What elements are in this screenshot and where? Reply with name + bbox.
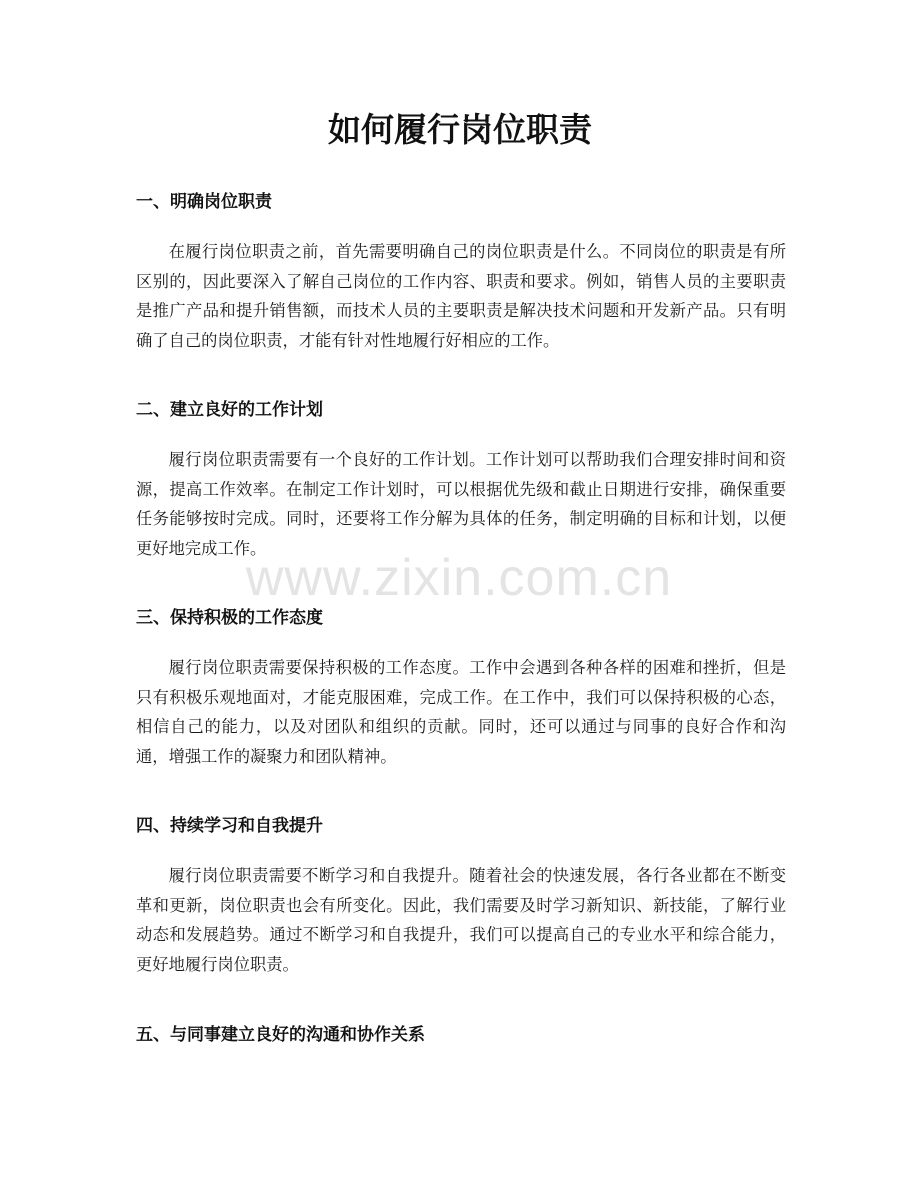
- section-body-1: 在履行岗位职责之前，首先需要明确自己的岗位职责是什么。不同岗位的职责是有所区别的，因此要深入了解自己岗位的工作内容、职责和要求。例如，销售人员的主要职责是推广产品和提升销售额，而技术人员的主要职责是解决技术问题和开发新产品。只有明确了自己的岗位职责，才能有针对性地履行好相应的工作。: [136, 242, 786, 351]
- section-heading-5: 五、与同事建立良好的沟通和协作关系: [136, 1025, 425, 1045]
- section-body-3: 履行岗位职责需要保持积极的工作态度。工作中会遇到各种各样的困难和挫折，但是只有积极乐观地面对，才能克服困难，完成工作。在工作中，我们可以保持积极的心态，相信自己的能力，以及对团队和组织的贡献。同时，还可以通过与同事的良好合作和沟通，增强工作的凝聚力和团队精神。: [136, 658, 786, 767]
- section-heading-2: 二、建立良好的工作计划: [136, 400, 323, 420]
- section-heading-1: 一、明确岗位职责: [136, 192, 272, 212]
- section-body-2: 履行岗位职责需要有一个良好的工作计划。工作计划可以帮助我们合理安排时间和资源，提高工作效率。在制定工作计划时，可以根据优先级和截止日期进行安排，确保重要任务能够按时完成。同时，还要将工作分解为具体的任务，制定明确的目标和计划，以便更好地完成工作。: [136, 450, 786, 559]
- document-title: 如何履行岗位职责: [328, 110, 592, 149]
- section-heading-3: 三、保持积极的工作态度: [136, 608, 323, 628]
- section-body-4: 履行岗位职责需要不断学习和自我提升。随着社会的快速发展，各行各业都在不断变革和更新，岗位职责也会有所变化。因此，我们需要及时学习新知识、新技能，了解行业动态和发展趋势。通过不断学习和自我提升，我们可以提高自己的专业水平和综合能力，更好地履行岗位职责。: [136, 866, 786, 975]
- section-heading-4: 四、持续学习和自我提升: [136, 816, 323, 836]
- watermark-text: www.zixin.com.cn: [245, 549, 673, 607]
